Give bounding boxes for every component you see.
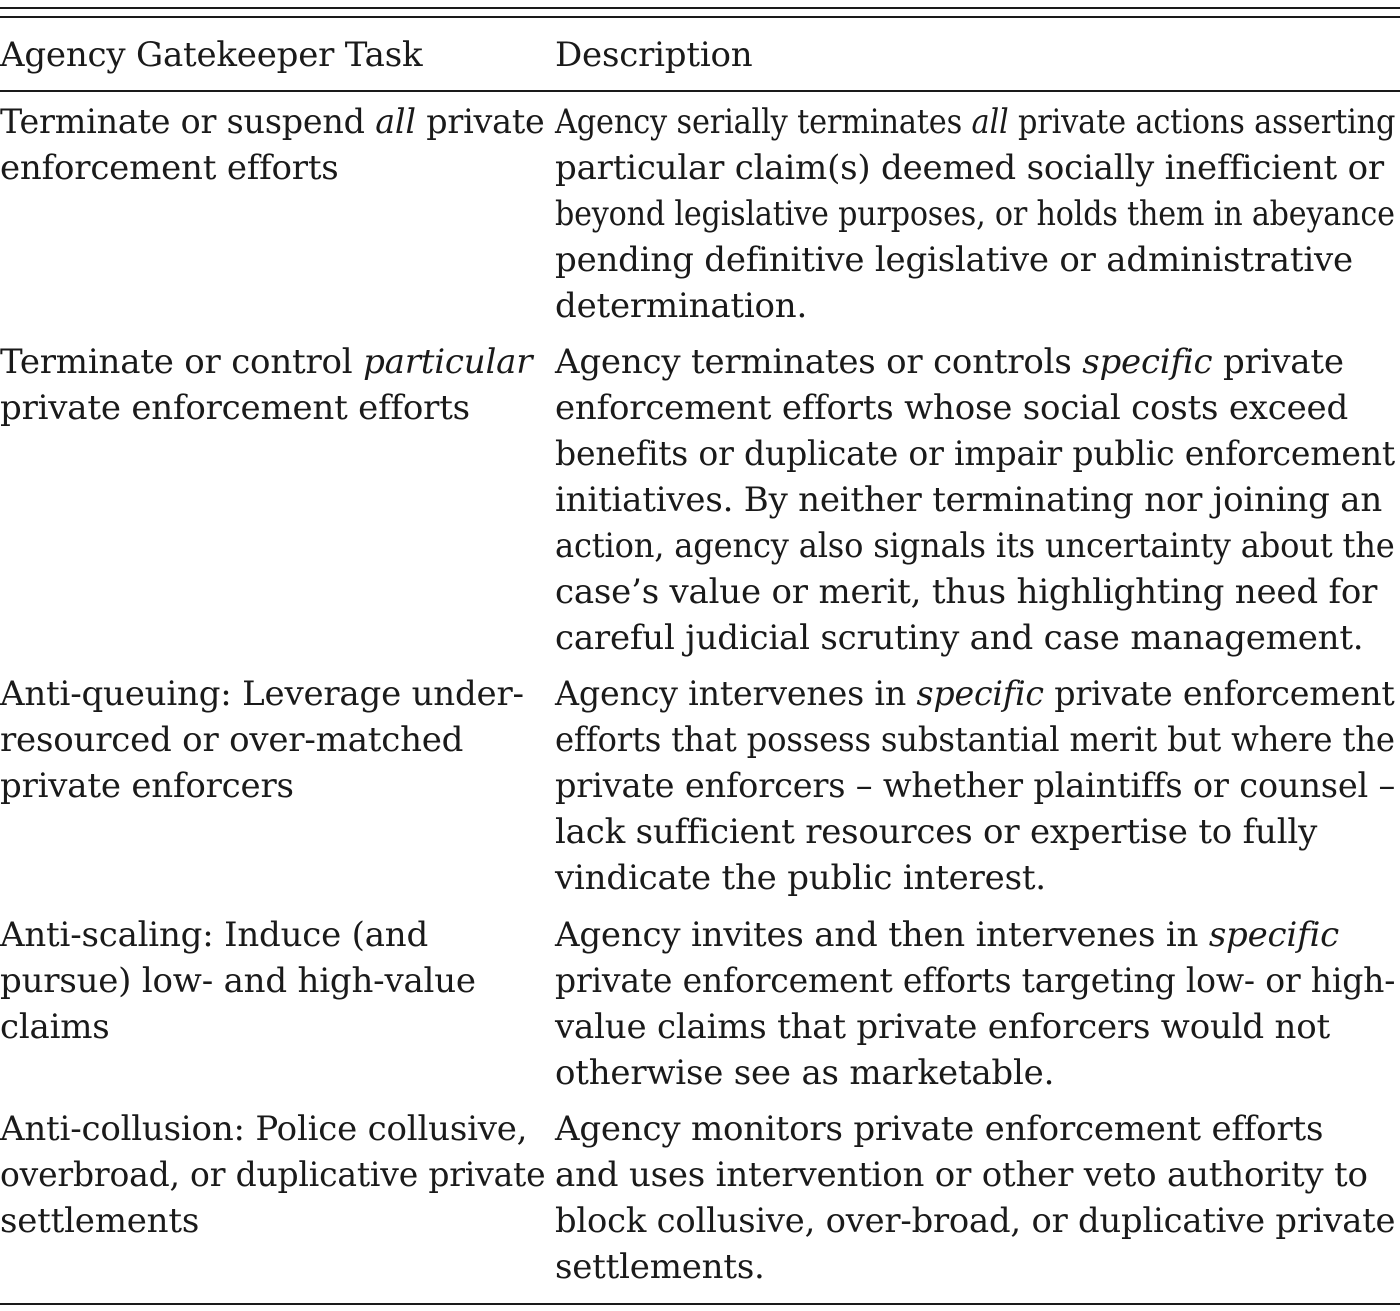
row-4-description — [555, 912, 1400, 1096]
cell-line — [555, 809, 1400, 855]
cell-line — [555, 855, 1400, 901]
cell-line — [555, 431, 1400, 477]
row-5-description — [555, 1106, 1400, 1290]
line-text: Terminate or control — [0, 342, 364, 382]
cell-line — [0, 1004, 476, 1050]
cell-line — [555, 191, 1395, 237]
cell-line — [555, 1004, 1400, 1050]
emphasis-text: specific — [1082, 342, 1213, 382]
line-text: Agency terminates or controls — [555, 342, 1083, 382]
line-text: private enforcers — [0, 766, 294, 806]
cell-line — [0, 1198, 562, 1244]
cell-line — [0, 671, 524, 717]
cell-line — [0, 145, 556, 191]
row-1-task — [0, 99, 556, 191]
cell-line — [555, 339, 1400, 385]
header-task: Agency Gatekeeper Task — [0, 35, 423, 75]
line-text: beyond legislative purposes, or holds them in abeyance — [555, 194, 1395, 234]
line-text: case’s value or merit, thus highlighting need for — [555, 572, 1378, 612]
line-text: enforcement efforts whose social costs exceed — [555, 388, 1349, 428]
line-text: particular claim(s) deemed socially inefficient or — [555, 148, 1384, 188]
line-text: private — [1212, 342, 1344, 382]
emphasis-text: all — [971, 102, 1009, 142]
cell-line — [0, 763, 524, 809]
cell-line — [555, 912, 1400, 958]
cell-line — [555, 569, 1400, 615]
cell-line — [555, 1244, 1400, 1290]
line-text: private enforcement efforts targeting low- or high- — [555, 961, 1396, 1001]
line-text: resourced or over-matched — [0, 720, 464, 760]
bottom-rule — [0, 1303, 1400, 1305]
cell-line — [0, 958, 476, 1004]
row-2-task — [0, 339, 532, 431]
cell-line — [555, 237, 1400, 283]
cell-line — [0, 717, 524, 763]
line-text: benefits or duplicate or impair public enforcement — [555, 434, 1395, 474]
cell-line — [555, 145, 1400, 191]
line-text: action, agency also signals its uncertainty about the — [555, 526, 1395, 566]
cell-line — [555, 477, 1400, 523]
cell-line — [555, 717, 1395, 763]
header-description: Description — [555, 35, 753, 75]
emphasis-text: all — [375, 102, 416, 142]
top-rule-outer — [0, 7, 1400, 9]
row-3-description — [555, 671, 1400, 901]
cell-line — [0, 1106, 562, 1152]
line-text: enforcement efforts — [0, 148, 339, 188]
line-text: overbroad, or duplicative private — [0, 1155, 546, 1195]
cell-line — [555, 283, 1400, 329]
cell-line — [555, 1050, 1400, 1096]
row-5-task — [0, 1106, 562, 1244]
line-text: efforts that possess substantial merit but where the — [555, 720, 1395, 760]
line-text: determination. — [555, 286, 808, 326]
line-text: settlements — [0, 1201, 200, 1241]
top-rule-inner — [0, 16, 1400, 18]
line-text: value claims that private enforcers would not — [555, 1007, 1330, 1047]
line-text: lack sufficient resources or expertise to fully — [555, 812, 1318, 852]
line-text: Anti-scaling: Induce (and — [0, 915, 429, 955]
line-text: Terminate or suspend — [0, 102, 376, 142]
line-text: Anti-collusion: Police collusive, — [0, 1109, 528, 1149]
cell-line — [0, 339, 532, 385]
line-text: vindicate the public interest. — [555, 858, 1046, 898]
emphasis-text: specific — [1208, 915, 1339, 955]
emphasis-text: particular — [363, 342, 533, 382]
line-text: pursue) low- and high-value — [0, 961, 476, 1001]
emphasis-text: specific — [916, 674, 1044, 714]
cell-line — [555, 99, 1400, 145]
line-text: settlements. — [555, 1247, 765, 1287]
header-rule — [0, 90, 1400, 92]
line-text: initiatives. By neither terminating nor joining an — [555, 480, 1383, 520]
cell-line — [0, 1152, 545, 1198]
cell-line — [0, 385, 532, 431]
cell-line — [555, 671, 1400, 717]
cell-line — [555, 523, 1395, 569]
line-text: private enforcement efforts — [0, 388, 470, 428]
line-text: careful judicial scrutiny and case management. — [555, 618, 1364, 658]
line-text: private — [415, 102, 545, 142]
cell-line — [0, 912, 476, 958]
cell-line — [555, 958, 1395, 1004]
line-text: block collusive, over-broad, or duplicative private — [555, 1201, 1396, 1241]
cell-line — [555, 1198, 1395, 1244]
line-text: Agency invites and then intervenes in — [555, 915, 1209, 955]
line-text: private enforcers – whether plaintiffs or counsel – — [555, 766, 1396, 806]
cell-line — [555, 763, 1400, 809]
line-text: otherwise see as marketable. — [555, 1053, 1055, 1093]
line-text: private actions asserting — [1008, 102, 1396, 142]
cell-line — [555, 615, 1400, 661]
row-1-description — [555, 99, 1400, 329]
cell-line — [555, 1106, 1400, 1152]
line-text: and uses intervention or other veto authority to — [555, 1155, 1368, 1195]
row-2-description — [555, 339, 1400, 661]
line-text: pending definitive legislative or administrative — [555, 240, 1353, 280]
line-text: private enforcement — [1043, 674, 1395, 714]
cell-line — [555, 385, 1400, 431]
line-text: Agency monitors private enforcement efforts — [555, 1109, 1324, 1149]
line-text: claims — [0, 1007, 110, 1047]
line-text: Agency serially terminates — [555, 102, 972, 142]
line-text: Agency intervenes in — [555, 674, 917, 714]
cell-line — [555, 1152, 1400, 1198]
cell-line — [0, 99, 545, 145]
row-4-task — [0, 912, 476, 1050]
row-3-task — [0, 671, 524, 809]
line-text: Anti-queuing: Leverage under- — [0, 674, 524, 714]
